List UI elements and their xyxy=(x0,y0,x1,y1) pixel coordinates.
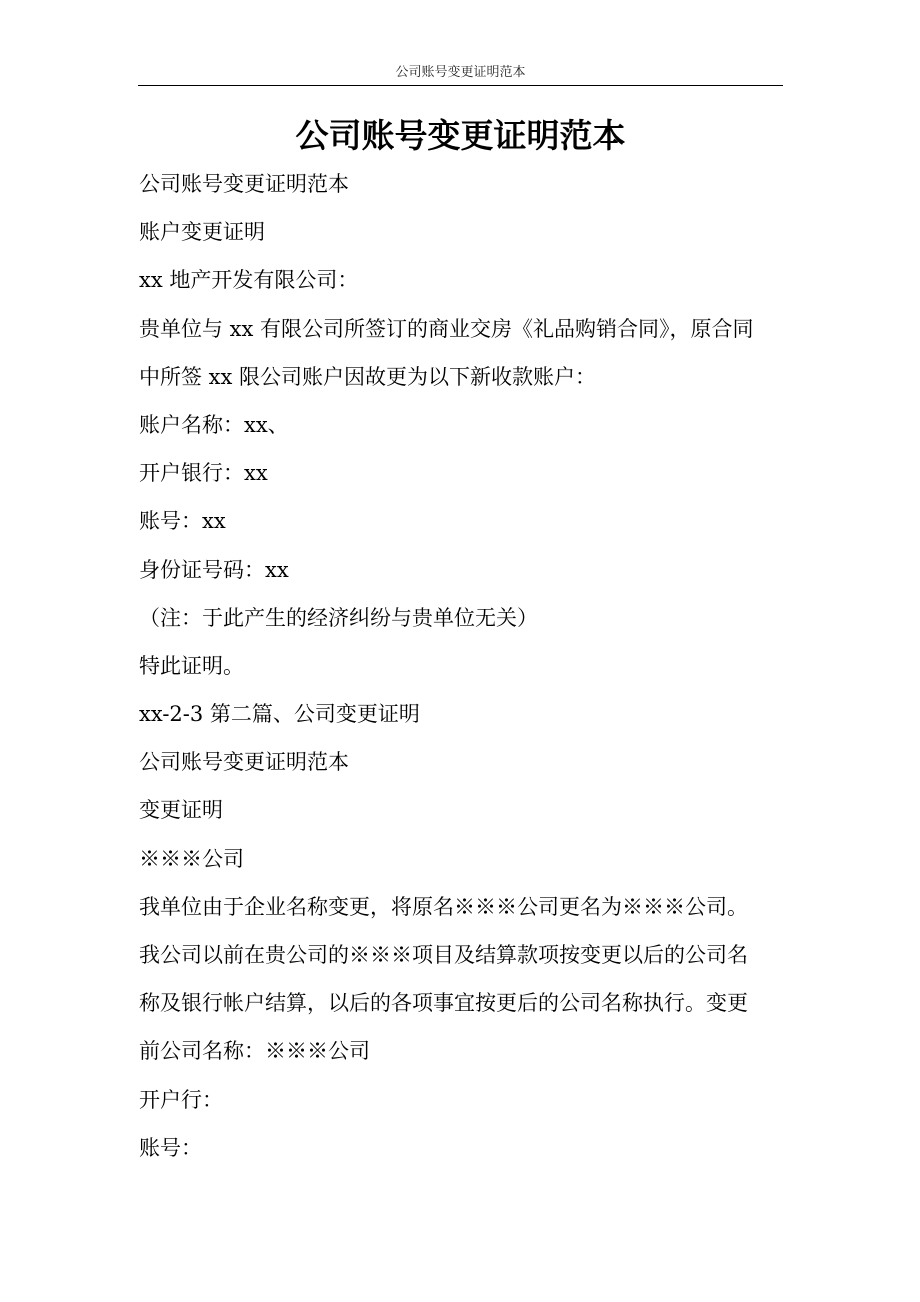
paragraph: 公司账号变更证明范本 xyxy=(139,172,349,196)
paragraph: （注：于此产生的经济纠纷与贵单位无关） xyxy=(139,605,538,630)
paragraph: 变更证明 xyxy=(139,798,223,823)
paragraph: 账户变更证明 xyxy=(139,220,265,245)
header-divider xyxy=(138,85,783,86)
paragraph: 贵单位与 xx 有限公司所签订的商业交房《礼品购销合同》，原合同 xyxy=(139,316,754,341)
document-body xyxy=(139,160,784,1172)
paragraph: 开户行： xyxy=(139,1087,223,1112)
paragraph: 我单位由于企业名称变更，将原名※※※公司更名为※※※公司。 xyxy=(139,894,748,919)
paragraph: xx 地产开发有限公司： xyxy=(139,268,359,293)
paragraph: 账号：xx xyxy=(139,509,226,534)
paragraph: 特此证明。 xyxy=(139,653,244,678)
running-header: 公司账号变更证明范本 xyxy=(395,65,526,80)
document-title: 公司账号变更证明范本 xyxy=(295,116,626,155)
paragraph: 账户名称：xx、 xyxy=(139,412,289,437)
paragraph: 身份证号码：xx xyxy=(139,557,289,582)
paragraph: 开户银行：xx xyxy=(139,461,268,486)
paragraph: 公司账号变更证明范本 xyxy=(139,750,349,775)
paragraph: xx-2-3 第二篇、公司变更证明 xyxy=(139,702,420,727)
paragraph: 称及银行帐户结算，以后的各项事宜按更后的公司名称执行。变更 xyxy=(139,991,748,1016)
paragraph: 我公司以前在贵公司的※※※项目及结算款项按变更以后的公司名 xyxy=(139,943,748,967)
paragraph: 中所签 xx 限公司账户因故更为以下新收款账户： xyxy=(139,364,597,389)
paragraph: ※※※公司 xyxy=(139,846,244,871)
paragraph: 前公司名称：※※※公司 xyxy=(139,1039,370,1064)
paragraph: 账号： xyxy=(139,1135,202,1160)
